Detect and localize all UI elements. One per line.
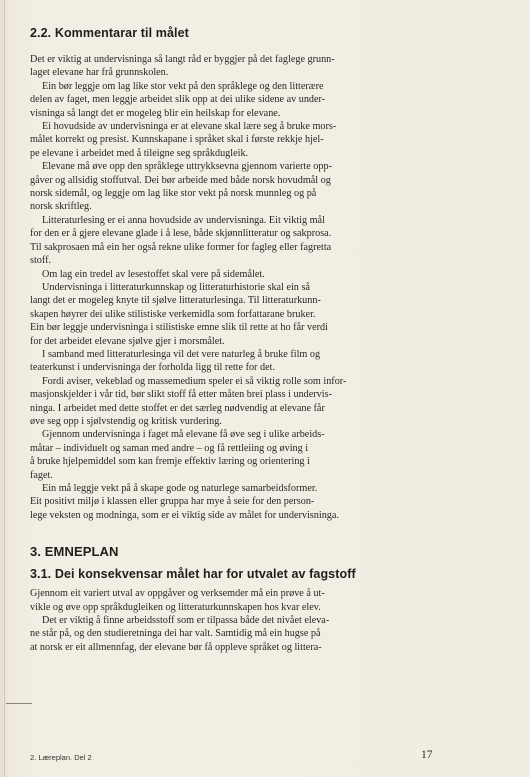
text-line: å bruke hjelpemiddel som kan fremje effektiv læring og orientering i <box>30 456 310 468</box>
text-line: laget elevane har frå grunnskolen. <box>30 67 169 79</box>
page-number: 17 <box>421 749 433 761</box>
text-line: Ei hovudside av undervisninga er at elevane skal lære seg å bruke mors- <box>42 121 337 133</box>
section-3-1-heading: 3.1. Dei konsekvensar målet har for utvalet av fagstoff <box>30 567 356 582</box>
text-line: Gjennom eit variert utval av oppgåver og verksemder må ein prøve å ut- <box>30 588 325 600</box>
text-line: gåver og allsidig stoffutval. Dei bør arbeide med både norsk hovudmål og <box>30 174 331 186</box>
margin-pencil-mark <box>6 703 32 728</box>
text-line: teaterkunst i undervisninga der forholda ligg til rette for det. <box>30 362 275 374</box>
text-line: skapen høyrer dei ulike stilistiske verkemidla som forfattarane bruker. <box>30 308 316 320</box>
text-line: for den er å gjere elevane glade i å lese, både skjønnlitteratur og sakprosa. <box>30 228 332 240</box>
text-line: ninga. I arbeidet med dette stoffet er det særleg nødvendig at elevane får <box>30 402 325 414</box>
text-line: målet korrekt og presist. Kunnskapane i språket skal i første rekkje hjel- <box>30 134 324 146</box>
binding-edge <box>4 0 5 777</box>
text-line: Undervisninga i litteraturkunnskap og litteraturhistorie skal ein så <box>42 281 310 293</box>
text-line: Elevane må øve opp den språklege uttrykksevna gjennom varierte opp- <box>42 161 332 173</box>
text-line: ne står på, og den studieretninga dei har valt. Samtidig må ein hugse på <box>30 628 321 640</box>
text-line: Det er viktig at undervisninga så langt råd er byggjer på det faglege grunn- <box>30 54 335 65</box>
text-line: Litteraturlesing er ei anna hovudside av undervisninga. Eit viktig mål <box>42 214 325 226</box>
text-line: I samband med litteraturlesinga vil det vere naturleg å bruke film og <box>42 348 321 360</box>
text-line: Ein bør leggje om lag like stor vekt på den språklege og den litterære <box>42 80 324 92</box>
text-line: Om lag ein tredel av lesestoffet skal vere på sidemålet. <box>42 268 265 280</box>
text-line: lege veksten og modninga, som er ei viktig side av målet for undervisninga. <box>30 509 339 521</box>
text-line: måtar – individuelt og saman med andre – og få rettleiing og øving i <box>30 442 309 454</box>
section-3-heading: 3. EMNEPLAN <box>30 544 119 560</box>
text-line: Eit positivt miljø i klassen eller gruppa har mye å seie for den person- <box>30 496 315 508</box>
section-3-1-body <box>30 587 438 654</box>
text-line: visninga så langt det er mogeleg blir ein heilskap for elevane. <box>30 107 281 119</box>
section-2-2-body <box>30 53 438 522</box>
text-line: norsk sidemål, og leggje om lag like stor vekt på norsk munnleg og på <box>30 188 317 200</box>
text-line: pe elevane i arbeidet med å tileigne seg språkdugleik. <box>30 147 249 159</box>
text-line: Gjennom undervisninga i faget må elevane få øve seg i ulike arbeids- <box>42 429 325 441</box>
text-line: Det er viktig å finne arbeidsstoff som er tilpassa både det nivået eleva- <box>42 615 330 627</box>
text-line: stoff. <box>30 255 52 267</box>
text-line: øve seg opp i sjølvstendig og kritisk vurdering. <box>30 415 222 427</box>
text-line: at norsk er eit allmennfag, der elevane bør få oppleve språket og littera- <box>30 641 322 653</box>
text-line: delen av faget, men leggje arbeidet slik opp at dei ulike sidene av under- <box>30 94 326 106</box>
text-line: Til sakprosaen må ein her også rekne ulike former for fagleg eller fagretta <box>30 241 332 253</box>
text-line: vikle og øve opp språkdugleiken og litteraturkunnskapen hos kvar elev. <box>30 601 321 613</box>
text-line: norsk skriftleg. <box>30 201 92 213</box>
footer-source-label: 2. Læreplan. Del 2 <box>30 753 92 762</box>
text-line: Ein må leggje vekt på å skape gode og naturlege samarbeidsformer. <box>42 483 318 494</box>
text-line: for det arbeidet elevane sjølve gjer i morsmålet. <box>30 335 225 347</box>
text-line: Fordi aviser, vekeblad og massemedium speler ei så viktig rolle som infor- <box>42 375 347 387</box>
text-line: langt det er mogeleg knyte til sjølve litteraturlesinga. Til litteraturkunn- <box>30 295 321 307</box>
text-line: masjonskjelder i vår tid, bør slikt stoff få etter måten brei plass i undervis- <box>30 389 332 401</box>
section-2-2-heading: 2.2. Kommentarar til målet <box>30 26 189 40</box>
page-content <box>30 26 438 654</box>
text-line: Ein bør leggje undervisninga i stilistiske emne slik til rette at ho får verdi <box>30 322 328 334</box>
text-line: faget. <box>30 469 53 481</box>
